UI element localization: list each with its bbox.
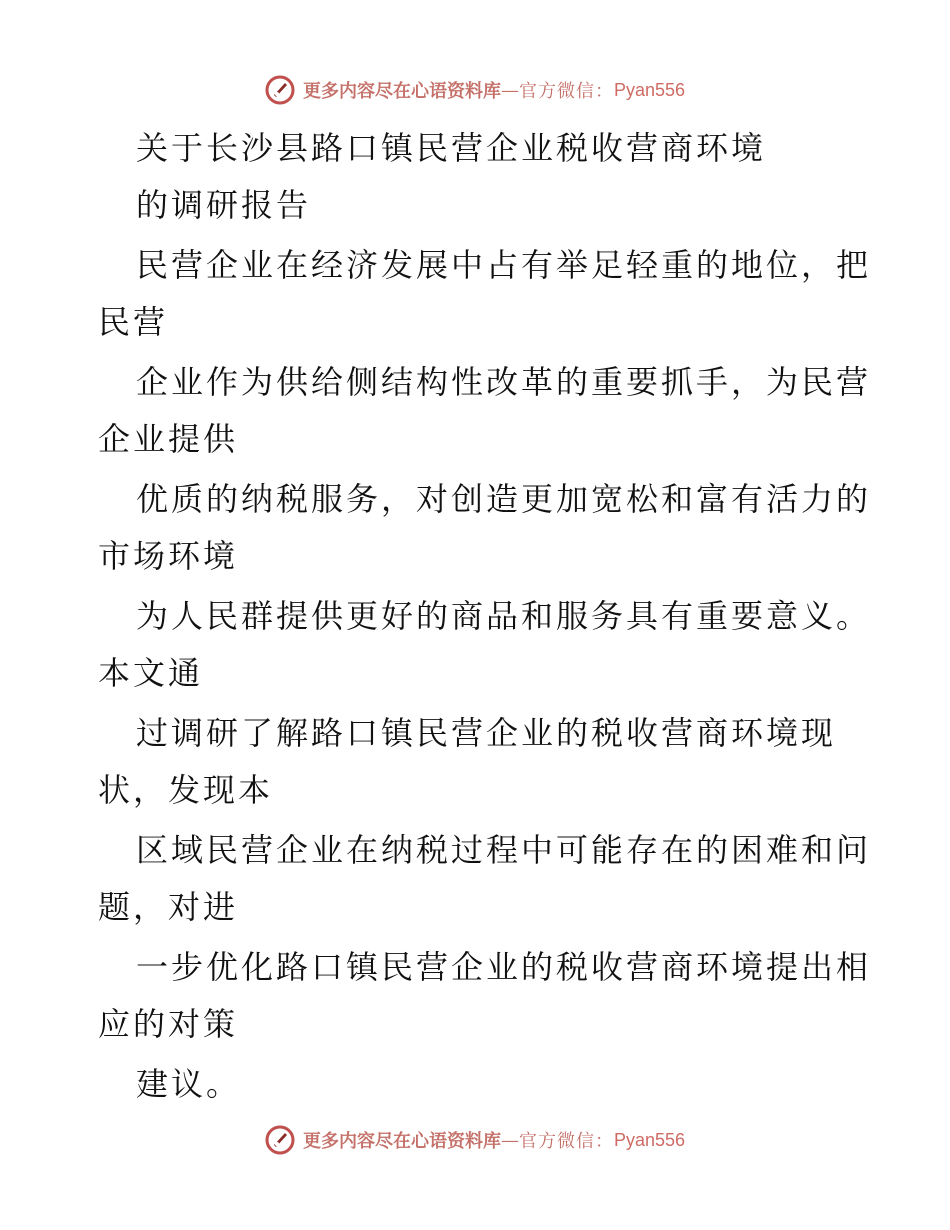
paragraph-line: 企业作为供给侧结构性改革的重要抓手，为民营	[136, 363, 872, 401]
header-watermark	[0, 70, 950, 110]
document-title-line-2: 的调研报告	[136, 186, 312, 224]
paragraph-line: 一步优化路口镇民营企业的税收营商环境提出相	[136, 948, 872, 986]
paragraph-line: 过调研了解路口镇民营企业的税收营商环境现	[136, 714, 837, 752]
logo-icon	[265, 1125, 295, 1155]
logo-icon	[265, 75, 295, 105]
paragraph-line: 建议。	[136, 1065, 242, 1103]
paragraph-line: 为人民群提供更好的商品和服务具有重要意义。	[136, 597, 872, 635]
paragraph-line: 优质的纳税服务，对创造更加宽松和富有活力的	[136, 480, 872, 518]
watermark-brand: 更多内容尽在心语资料库	[302, 1131, 501, 1152]
paragraph-line: 题，对进	[98, 888, 239, 926]
paragraph-line: 民营企业在经济发展中占有举足轻重的地位，把	[136, 246, 872, 284]
paragraph-line: 市场环境	[98, 537, 239, 575]
watermark-label: 官方微信：	[518, 81, 614, 102]
watermark-dash: —	[500, 1129, 519, 1151]
watermark-id: Pyan556	[613, 1129, 686, 1150]
footer-watermark	[0, 1120, 950, 1160]
paragraph-line: 企业提供	[98, 420, 239, 458]
watermark-dash: —	[500, 79, 519, 101]
paragraph-line: 本文通	[98, 654, 204, 692]
paragraph-line: 状，发现本	[98, 771, 274, 809]
watermark-id: Pyan556	[613, 79, 686, 100]
paragraph-line: 区域民营企业在纳税过程中可能存在的困难和问	[136, 831, 872, 869]
watermark-brand: 更多内容尽在心语资料库	[302, 81, 501, 102]
watermark-label: 官方微信：	[518, 1131, 614, 1152]
paragraph-line: 民营	[98, 303, 169, 341]
document-title-line-1: 关于长沙县路口镇民营企业税收营商环境	[136, 129, 767, 167]
paragraph-line: 应的对策	[98, 1005, 239, 1043]
